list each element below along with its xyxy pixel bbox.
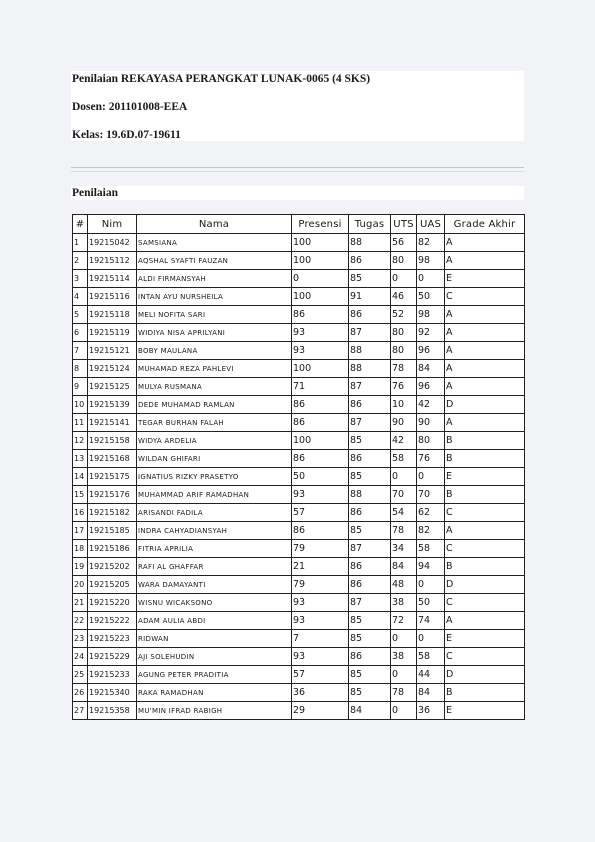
uts-cell: 58 bbox=[391, 450, 417, 468]
uas-cell: 80 bbox=[417, 432, 445, 450]
name-cell: INTAN AYU NURSHEILA bbox=[137, 288, 292, 306]
presensi-cell: 79 bbox=[292, 540, 349, 558]
row-number: 6 bbox=[73, 324, 88, 342]
grade-cell: A bbox=[445, 414, 525, 432]
presensi-cell: 86 bbox=[292, 396, 349, 414]
row-number: 20 bbox=[73, 576, 88, 594]
nim-cell: 19215233 bbox=[88, 666, 137, 684]
nim-cell: 19215220 bbox=[88, 594, 137, 612]
presensi-cell: 86 bbox=[292, 414, 349, 432]
presensi-cell: 71 bbox=[292, 378, 349, 396]
table-row bbox=[73, 396, 525, 414]
uas-cell: 76 bbox=[417, 450, 445, 468]
name-cell: AQSHAL SYAFTI FAUZAN bbox=[137, 252, 292, 270]
table-row bbox=[73, 324, 525, 342]
uts-cell: 78 bbox=[391, 360, 417, 378]
name-cell: MU'MIN IFRAD RABIGH bbox=[137, 702, 292, 720]
table-row bbox=[73, 414, 525, 432]
grade-cell: C bbox=[445, 504, 525, 522]
grade-cell: D bbox=[445, 576, 525, 594]
row-number: 25 bbox=[73, 666, 88, 684]
table-row bbox=[73, 468, 525, 486]
presensi-cell: 21 bbox=[292, 558, 349, 576]
grade-cell: D bbox=[445, 666, 525, 684]
column-header-uas: UAS bbox=[417, 215, 445, 234]
tugas-cell: 86 bbox=[349, 306, 391, 324]
table-row bbox=[73, 522, 525, 540]
name-cell: WIDYA ARDELIA bbox=[137, 432, 292, 450]
name-cell: WARA DAMAYANTI bbox=[137, 576, 292, 594]
uts-cell: 34 bbox=[391, 540, 417, 558]
row-number: 26 bbox=[73, 684, 88, 702]
tugas-cell: 88 bbox=[349, 342, 391, 360]
presensi-cell: 57 bbox=[292, 666, 349, 684]
row-number: 9 bbox=[73, 378, 88, 396]
tugas-cell: 86 bbox=[349, 576, 391, 594]
nim-cell: 19215119 bbox=[88, 324, 137, 342]
uas-cell: 50 bbox=[417, 594, 445, 612]
row-number: 2 bbox=[73, 252, 88, 270]
uas-cell: 70 bbox=[417, 486, 445, 504]
column-header-grade: Grade Akhir bbox=[445, 215, 525, 234]
table-row bbox=[73, 234, 525, 252]
nim-cell: 19215222 bbox=[88, 612, 137, 630]
nim-cell: 19215175 bbox=[88, 468, 137, 486]
nim-cell: 19215141 bbox=[88, 414, 137, 432]
presensi-cell: 0 bbox=[292, 270, 349, 288]
table-row bbox=[73, 558, 525, 576]
name-cell: ARISANDI FADILA bbox=[137, 504, 292, 522]
nim-cell: 19215118 bbox=[88, 306, 137, 324]
nim-cell: 19215139 bbox=[88, 396, 137, 414]
name-cell: ALDI FIRMANSYAH bbox=[137, 270, 292, 288]
tugas-cell: 87 bbox=[349, 378, 391, 396]
column-header-nama: Nama bbox=[137, 215, 292, 234]
tugas-cell: 86 bbox=[349, 558, 391, 576]
nim-cell: 19215182 bbox=[88, 504, 137, 522]
table-row bbox=[73, 378, 525, 396]
grade-cell: A bbox=[445, 342, 525, 360]
name-cell: IGNATIUS RIZKY PRASETYO bbox=[137, 468, 292, 486]
row-number: 7 bbox=[73, 342, 88, 360]
uts-cell: 80 bbox=[391, 324, 417, 342]
grade-cell: E bbox=[445, 630, 525, 648]
grade-cell: A bbox=[445, 234, 525, 252]
divider bbox=[71, 171, 524, 172]
table-row bbox=[73, 306, 525, 324]
presensi-cell: 86 bbox=[292, 450, 349, 468]
tugas-cell: 86 bbox=[349, 252, 391, 270]
grade-cell: A bbox=[445, 360, 525, 378]
presensi-cell: 57 bbox=[292, 504, 349, 522]
uts-cell: 90 bbox=[391, 414, 417, 432]
table-row bbox=[73, 630, 525, 648]
uas-cell: 96 bbox=[417, 342, 445, 360]
uts-cell: 80 bbox=[391, 252, 417, 270]
table-row bbox=[73, 684, 525, 702]
grade-cell: E bbox=[445, 468, 525, 486]
uts-cell: 54 bbox=[391, 504, 417, 522]
tugas-cell: 88 bbox=[349, 360, 391, 378]
name-cell: RAFI AL GHAFFAR bbox=[137, 558, 292, 576]
uas-cell: 92 bbox=[417, 324, 445, 342]
uts-cell: 84 bbox=[391, 558, 417, 576]
name-cell: MUHAMAD REZA PAHLEVI bbox=[137, 360, 292, 378]
table-row bbox=[73, 504, 525, 522]
uas-cell: 82 bbox=[417, 234, 445, 252]
tugas-cell: 85 bbox=[349, 666, 391, 684]
name-cell: INDRA CAHYADIANSYAH bbox=[137, 522, 292, 540]
uts-cell: 0 bbox=[391, 630, 417, 648]
nim-cell: 19215125 bbox=[88, 378, 137, 396]
grade-cell: B bbox=[445, 684, 525, 702]
name-cell: WISNU WICAKSONO bbox=[137, 594, 292, 612]
uts-cell: 52 bbox=[391, 306, 417, 324]
row-number: 15 bbox=[73, 486, 88, 504]
nim-cell: 19215121 bbox=[88, 342, 137, 360]
nim-cell: 19215358 bbox=[88, 702, 137, 720]
grade-cell: A bbox=[445, 612, 525, 630]
grade-cell: E bbox=[445, 702, 525, 720]
grade-cell: C bbox=[445, 594, 525, 612]
nim-cell: 19215229 bbox=[88, 648, 137, 666]
uts-cell: 38 bbox=[391, 594, 417, 612]
row-number: 8 bbox=[73, 360, 88, 378]
uas-cell: 0 bbox=[417, 270, 445, 288]
grade-cell: B bbox=[445, 432, 525, 450]
name-cell: WILDAN GHIFARI bbox=[137, 450, 292, 468]
row-number: 1 bbox=[73, 234, 88, 252]
tugas-cell: 85 bbox=[349, 522, 391, 540]
uts-cell: 78 bbox=[391, 684, 417, 702]
uas-cell: 62 bbox=[417, 504, 445, 522]
tugas-cell: 88 bbox=[349, 486, 391, 504]
tugas-cell: 87 bbox=[349, 540, 391, 558]
grade-cell: E bbox=[445, 270, 525, 288]
nim-cell: 19215186 bbox=[88, 540, 137, 558]
presensi-cell: 86 bbox=[292, 306, 349, 324]
grade-cell: A bbox=[445, 378, 525, 396]
uas-cell: 0 bbox=[417, 576, 445, 594]
table-row bbox=[73, 486, 525, 504]
nim-cell: 19215116 bbox=[88, 288, 137, 306]
presensi-cell: 36 bbox=[292, 684, 349, 702]
name-cell: MUHAMMAD ARIF RAMADHAN bbox=[137, 486, 292, 504]
tugas-cell: 85 bbox=[349, 270, 391, 288]
uts-cell: 78 bbox=[391, 522, 417, 540]
uts-cell: 42 bbox=[391, 432, 417, 450]
uas-cell: 74 bbox=[417, 612, 445, 630]
uas-cell: 36 bbox=[417, 702, 445, 720]
name-cell: WIDIYA NISA APRILYANI bbox=[137, 324, 292, 342]
name-cell: TEGAR BURHAN FALAH bbox=[137, 414, 292, 432]
name-cell: RIDWAN bbox=[137, 630, 292, 648]
class-line: Kelas: 19.6D.07-19611 bbox=[72, 129, 181, 141]
nim-cell: 19215042 bbox=[88, 234, 137, 252]
presensi-cell: 100 bbox=[292, 288, 349, 306]
presensi-cell: 100 bbox=[292, 360, 349, 378]
tugas-cell: 86 bbox=[349, 648, 391, 666]
uas-cell: 82 bbox=[417, 522, 445, 540]
presensi-cell: 50 bbox=[292, 468, 349, 486]
table-row bbox=[73, 666, 525, 684]
row-number: 21 bbox=[73, 594, 88, 612]
tugas-cell: 85 bbox=[349, 684, 391, 702]
uas-cell: 58 bbox=[417, 540, 445, 558]
uts-cell: 0 bbox=[391, 468, 417, 486]
table-header-row bbox=[73, 215, 525, 234]
grade-cell: A bbox=[445, 306, 525, 324]
name-cell: SAMSIANA bbox=[137, 234, 292, 252]
nim-cell: 19215124 bbox=[88, 360, 137, 378]
nim-cell: 19215205 bbox=[88, 576, 137, 594]
uts-cell: 48 bbox=[391, 576, 417, 594]
table-row bbox=[73, 288, 525, 306]
row-number: 19 bbox=[73, 558, 88, 576]
nim-cell: 19215223 bbox=[88, 630, 137, 648]
uts-cell: 38 bbox=[391, 648, 417, 666]
table-row bbox=[73, 576, 525, 594]
row-number: 24 bbox=[73, 648, 88, 666]
row-number: 12 bbox=[73, 432, 88, 450]
row-number: 4 bbox=[73, 288, 88, 306]
grade-cell: A bbox=[445, 252, 525, 270]
uas-cell: 50 bbox=[417, 288, 445, 306]
name-cell: FITRIA APRILIA bbox=[137, 540, 292, 558]
presensi-cell: 93 bbox=[292, 342, 349, 360]
presensi-cell: 93 bbox=[292, 594, 349, 612]
tugas-cell: 86 bbox=[349, 504, 391, 522]
grade-cell: B bbox=[445, 558, 525, 576]
section-title: Penilaian bbox=[72, 187, 119, 199]
uas-cell: 98 bbox=[417, 306, 445, 324]
grades-table bbox=[72, 214, 525, 720]
uts-cell: 56 bbox=[391, 234, 417, 252]
uas-cell: 84 bbox=[417, 684, 445, 702]
column-header-presensi: Presensi bbox=[292, 215, 349, 234]
name-cell: ADAM AULIA ABDI bbox=[137, 612, 292, 630]
presensi-cell: 100 bbox=[292, 432, 349, 450]
name-cell: MELI NOFITA SARI bbox=[137, 306, 292, 324]
grade-cell: C bbox=[445, 540, 525, 558]
presensi-cell: 93 bbox=[292, 324, 349, 342]
name-cell: DEDE MUHAMAD RAMLAN bbox=[137, 396, 292, 414]
tugas-cell: 84 bbox=[349, 702, 391, 720]
nim-cell: 19215185 bbox=[88, 522, 137, 540]
tugas-cell: 91 bbox=[349, 288, 391, 306]
nim-cell: 19215202 bbox=[88, 558, 137, 576]
grade-cell: A bbox=[445, 522, 525, 540]
grade-cell: D bbox=[445, 396, 525, 414]
presensi-cell: 100 bbox=[292, 234, 349, 252]
uts-cell: 10 bbox=[391, 396, 417, 414]
divider bbox=[71, 167, 524, 168]
grade-cell: B bbox=[445, 450, 525, 468]
lecturer-line: Dosen: 201101008-EEA bbox=[72, 101, 188, 113]
uts-cell: 80 bbox=[391, 342, 417, 360]
tugas-cell: 85 bbox=[349, 612, 391, 630]
name-cell: RAKA RAMADHAN bbox=[137, 684, 292, 702]
table-row bbox=[73, 360, 525, 378]
tugas-cell: 86 bbox=[349, 450, 391, 468]
presensi-cell: 100 bbox=[292, 252, 349, 270]
tugas-cell: 85 bbox=[349, 630, 391, 648]
table-row bbox=[73, 648, 525, 666]
section-title-panel bbox=[71, 186, 524, 200]
name-cell: BOBY MAULANA bbox=[137, 342, 292, 360]
uas-cell: 58 bbox=[417, 648, 445, 666]
nim-cell: 19215176 bbox=[88, 486, 137, 504]
table-row bbox=[73, 432, 525, 450]
table-row bbox=[73, 270, 525, 288]
uts-cell: 46 bbox=[391, 288, 417, 306]
presensi-cell: 93 bbox=[292, 612, 349, 630]
nim-cell: 19215158 bbox=[88, 432, 137, 450]
row-number: 23 bbox=[73, 630, 88, 648]
uas-cell: 94 bbox=[417, 558, 445, 576]
course-title: Penilaian REKAYASA PERANGKAT LUNAK-0065 (4 SKS) bbox=[72, 73, 371, 85]
table-row bbox=[73, 252, 525, 270]
name-cell: AGUNG PETER PRADITIA bbox=[137, 666, 292, 684]
table-row bbox=[73, 450, 525, 468]
column-header-uts: UTS bbox=[391, 215, 417, 234]
tugas-cell: 86 bbox=[349, 396, 391, 414]
uas-cell: 44 bbox=[417, 666, 445, 684]
row-number: 27 bbox=[73, 702, 88, 720]
name-cell: AJI SOLEHUDIN bbox=[137, 648, 292, 666]
uts-cell: 70 bbox=[391, 486, 417, 504]
row-number: 17 bbox=[73, 522, 88, 540]
uas-cell: 84 bbox=[417, 360, 445, 378]
row-number: 3 bbox=[73, 270, 88, 288]
presensi-cell: 93 bbox=[292, 648, 349, 666]
nim-cell: 19215114 bbox=[88, 270, 137, 288]
table-row bbox=[73, 540, 525, 558]
table-row bbox=[73, 342, 525, 360]
row-number: 22 bbox=[73, 612, 88, 630]
uas-cell: 42 bbox=[417, 396, 445, 414]
uts-cell: 76 bbox=[391, 378, 417, 396]
table-row bbox=[73, 702, 525, 720]
tugas-cell: 88 bbox=[349, 234, 391, 252]
uts-cell: 0 bbox=[391, 270, 417, 288]
uts-cell: 0 bbox=[391, 702, 417, 720]
nim-cell: 19215340 bbox=[88, 684, 137, 702]
row-number: 5 bbox=[73, 306, 88, 324]
uas-cell: 0 bbox=[417, 630, 445, 648]
nim-cell: 19215112 bbox=[88, 252, 137, 270]
presensi-cell: 29 bbox=[292, 702, 349, 720]
grade-cell: C bbox=[445, 648, 525, 666]
row-number: 13 bbox=[73, 450, 88, 468]
column-header-nim: Nim bbox=[88, 215, 137, 234]
row-number: 10 bbox=[73, 396, 88, 414]
row-number: 11 bbox=[73, 414, 88, 432]
uas-cell: 96 bbox=[417, 378, 445, 396]
row-number: 16 bbox=[73, 504, 88, 522]
tugas-cell: 87 bbox=[349, 594, 391, 612]
grade-cell: B bbox=[445, 486, 525, 504]
uts-cell: 0 bbox=[391, 666, 417, 684]
row-number: 18 bbox=[73, 540, 88, 558]
tugas-cell: 87 bbox=[349, 324, 391, 342]
name-cell: MULYA RUSMANA bbox=[137, 378, 292, 396]
row-number: 14 bbox=[73, 468, 88, 486]
nim-cell: 19215168 bbox=[88, 450, 137, 468]
presensi-cell: 79 bbox=[292, 576, 349, 594]
grade-cell: C bbox=[445, 288, 525, 306]
uts-cell: 72 bbox=[391, 612, 417, 630]
column-header-number: # bbox=[73, 215, 88, 234]
tugas-cell: 87 bbox=[349, 414, 391, 432]
table-row bbox=[73, 612, 525, 630]
uas-cell: 0 bbox=[417, 468, 445, 486]
presensi-cell: 93 bbox=[292, 486, 349, 504]
uas-cell: 90 bbox=[417, 414, 445, 432]
table-row bbox=[73, 594, 525, 612]
presensi-cell: 7 bbox=[292, 630, 349, 648]
tugas-cell: 85 bbox=[349, 432, 391, 450]
grade-cell: A bbox=[445, 324, 525, 342]
column-header-tugas: Tugas bbox=[349, 215, 391, 234]
uas-cell: 98 bbox=[417, 252, 445, 270]
presensi-cell: 86 bbox=[292, 522, 349, 540]
tugas-cell: 85 bbox=[349, 468, 391, 486]
